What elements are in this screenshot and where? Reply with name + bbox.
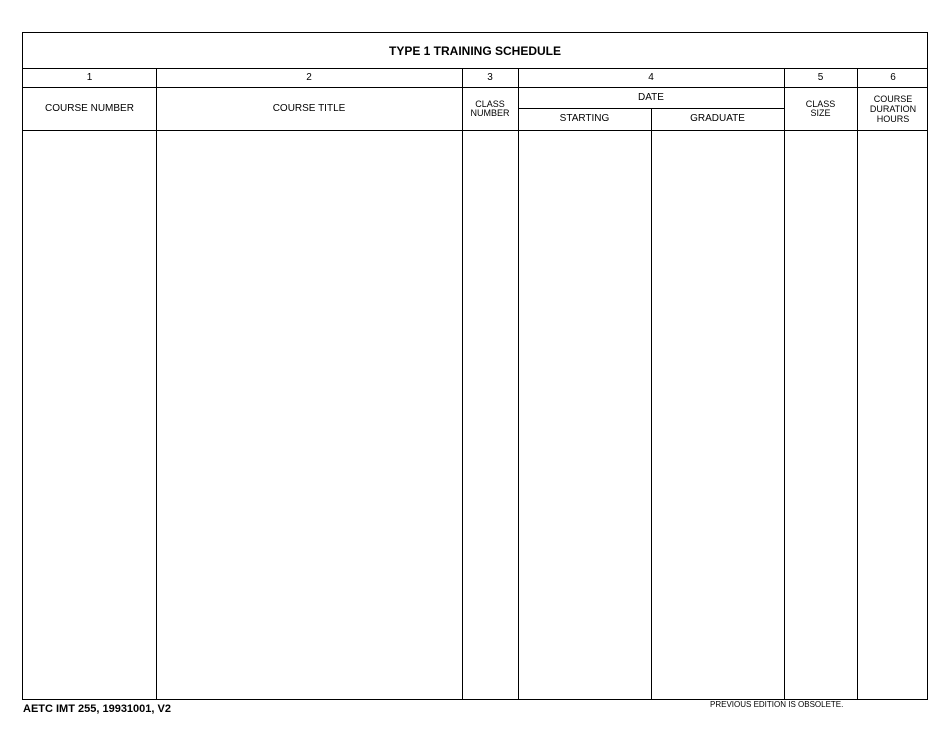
obsolete-notice: PREVIOUS EDITION IS OBSOLETE. <box>710 700 844 709</box>
header-course-title: COURSE TITLE <box>272 102 346 114</box>
header-duration-line2: DURATION <box>869 103 917 114</box>
training-schedule-form <box>22 32 928 700</box>
course-number-entry-area[interactable] <box>23 130 156 699</box>
header-class-size-line2: SIZE <box>810 107 831 118</box>
graduate-date-entry-area[interactable] <box>651 130 784 699</box>
header-course-duration-hours <box>857 87 929 130</box>
header-starting: STARTING <box>559 113 610 124</box>
column-number-4: 4 <box>648 72 654 83</box>
form-title: TYPE 1 TRAINING SCHEDULE <box>23 33 927 69</box>
header-class-number-line2: NUMBER <box>470 107 510 118</box>
header-course-number: COURSE NUMBER <box>45 102 134 114</box>
class-number-entry-area[interactable] <box>462 130 518 699</box>
header-duration-line1: COURSE <box>873 93 913 104</box>
form-identifier: AETC IMT 255, 19931001, V2 <box>23 703 171 715</box>
header-duration-line3: HOURS <box>876 113 910 124</box>
header-class-number-line1: CLASS <box>475 98 505 109</box>
column-number-6: 6 <box>890 72 896 83</box>
header-class-number <box>462 87 518 130</box>
starting-date-entry-area[interactable] <box>518 130 651 699</box>
header-class-size <box>784 87 857 130</box>
course-title-entry-area[interactable] <box>156 130 462 699</box>
column-number-1: 1 <box>86 72 93 83</box>
header-graduate: GRADUATE <box>690 113 745 124</box>
column-number-5: 5 <box>817 72 824 83</box>
header-date: DATE <box>638 91 664 103</box>
header-class-size-line1: CLASS <box>805 98 836 109</box>
column-number-2: 2 <box>306 72 312 83</box>
class-size-entry-area[interactable] <box>784 130 857 699</box>
course-duration-hours-entry-area[interactable] <box>857 130 929 699</box>
column-number-3: 3 <box>487 72 493 83</box>
